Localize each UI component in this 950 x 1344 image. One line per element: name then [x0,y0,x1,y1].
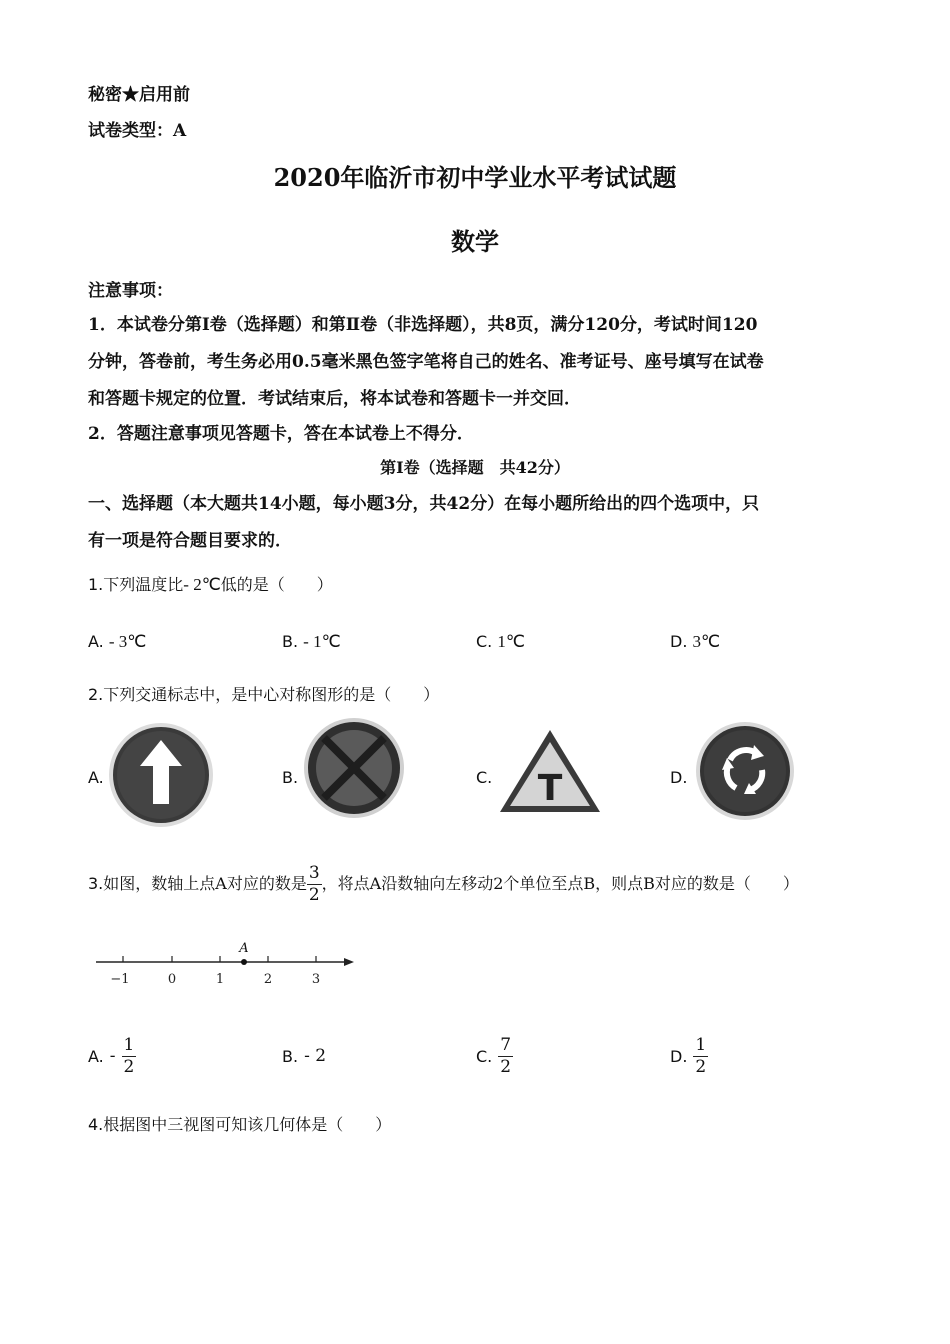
fraction: $\frac{1}{2}$ [123,1034,135,1077]
tick-label: 3 [311,972,321,987]
question-text: 根据图中三视图可知该几何体是（ ） [103,1115,392,1134]
option-label: C. [476,1046,493,1066]
question-text: 下列交通标志中，是中心对称图形的是（ ） [103,685,440,704]
exam-title: 2020年临沂市初中学业水平考试试题 [273,163,677,192]
q2-option-b[interactable] [302,716,406,824]
fraction: $\frac{7}{2}$ [500,1034,512,1077]
secret-label: 秘密★启用前 [88,85,190,105]
q3-option-b[interactable] [282,1026,326,1086]
option-label: B. [282,632,299,651]
question-number: 2. [88,685,104,704]
question-number: 3. [88,874,104,893]
q3-option-d[interactable] [670,1026,708,1086]
q2-option-c[interactable] [498,728,602,818]
fraction-three-halves: $\frac{3}{2}$ [308,863,320,905]
option-label: B. [282,768,299,787]
t-junction-glyph: T [537,768,563,809]
point-a-marker [241,959,247,965]
question-2-stem [88,682,439,705]
option-label: A. [88,632,104,651]
option-value: - 1℃ [303,632,341,651]
paper-type-label: 试卷类型：A [88,121,187,141]
section-instruction-line-2: 有一项是符合题目要求的． [88,531,292,551]
option-value: 1℃ [497,632,525,651]
question-text: 下列温度比 [103,575,184,594]
option-label: A. [88,768,104,787]
question-1-stem [88,572,333,595]
question-number: 1. [88,575,104,594]
roundabout-sign-icon [694,720,796,822]
fraction: $\frac{1}{2}$ [695,1034,707,1077]
tick-label: −1 [110,972,130,987]
question-4-stem [88,1112,391,1135]
no-stopping-sign-icon [302,716,406,820]
option-sign: - [109,1046,116,1066]
option-value: - 2 [304,1046,327,1066]
question-text: ，将点A沿数轴向左移动2个单位至点B，则点B对应的数是（ ） [321,874,799,893]
q2-option-a[interactable] [106,720,216,834]
option-label: D. [670,632,688,651]
option-label: A. [88,1046,104,1066]
option-label: D. [670,1046,688,1066]
section-instruction-line-1: 一、选择题（本大题共14小题，每小题3分，共42分）在每小题所给出的四个选项中，只 [88,494,760,514]
question-text: 低的是（ ） [220,575,333,594]
point-a-label: A [239,941,249,956]
question-3-stem [88,856,799,912]
note-item-1-line-3: 和答题卡规定的位置．考试结束后，将本试卷和答题卡一并交回． [88,389,581,409]
option-label: C. [476,768,493,787]
note-item-2: 2．答题注意事项见答题卡，答在本试卷上不得分． [88,424,474,444]
note-item-1-line-1: 1．本试卷分第Ⅰ卷（选择题）和第Ⅱ卷（非选择题），共8页，满分120分，考试时间120 [88,315,758,335]
option-value: - 3℃ [108,632,147,651]
option-value: 3℃ [692,632,721,651]
question-value: - 2℃ [183,575,221,594]
question-number: 4. [88,1115,104,1134]
t-junction-warning-sign-icon [498,728,602,814]
q3-option-c[interactable] [476,1026,513,1086]
question-text: 如图，数轴上点A对应的数是 [103,874,307,893]
option-label: D. [670,768,688,787]
option-label: B. [282,1046,299,1066]
note-item-1-line-2: 分钟，答卷前，考生务必用0.5毫米黑色签字笔将自己的姓名、准考证号、座号填写在试卷 [88,352,764,372]
q1-option-d[interactable] [670,632,720,652]
tick-label: 0 [167,972,177,987]
q1-option-c[interactable] [476,632,525,652]
q1-option-a[interactable] [88,632,146,652]
subject-title: 数学 [451,227,499,256]
number-line-figure [90,938,360,994]
option-label: C. [476,632,493,651]
notes-heading: 注意事项： [88,281,173,301]
straight-ahead-sign-icon [106,720,216,830]
tick-label: 1 [215,972,225,987]
q1-option-b[interactable] [282,632,341,652]
q2-option-d[interactable] [694,720,796,826]
section-title: 第Ⅰ卷（选择题 共42分） [380,458,570,477]
q3-option-a[interactable] [88,1026,136,1086]
tick-label: 2 [263,972,273,987]
